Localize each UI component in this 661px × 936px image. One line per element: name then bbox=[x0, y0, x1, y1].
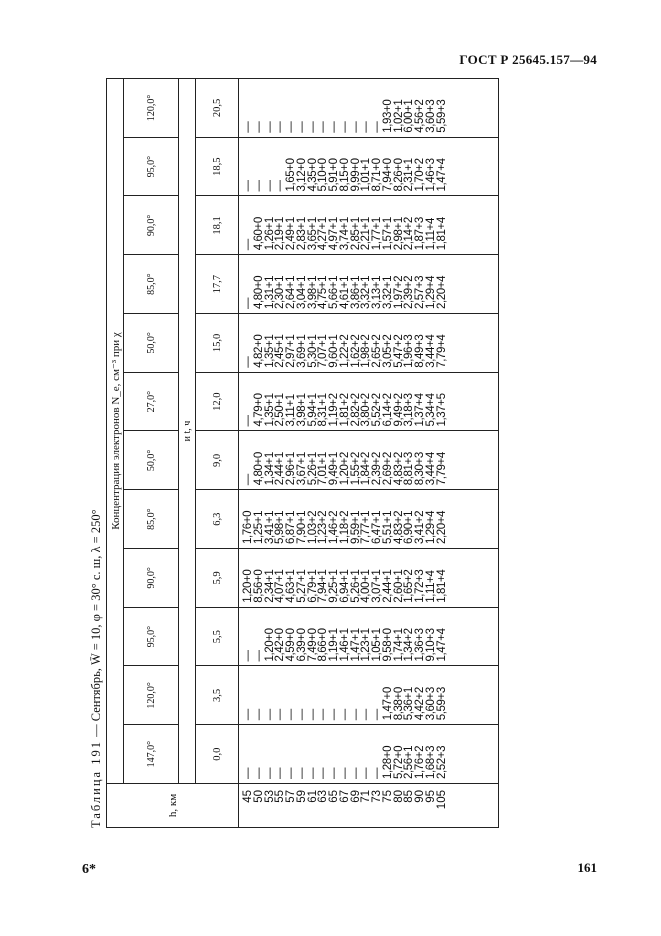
table-cell: 4,83+2 bbox=[392, 510, 405, 544]
height-value: 63 bbox=[317, 790, 330, 803]
table-cell: — bbox=[252, 767, 265, 779]
table-cell: 2,82+2 bbox=[349, 393, 362, 427]
table-cell: 4,56+2 bbox=[414, 99, 426, 133]
table-cell: 1,46+3 bbox=[424, 158, 437, 192]
table-cell: 4,82+0 bbox=[252, 334, 265, 368]
height-value: 59 bbox=[295, 790, 308, 803]
table-cell: — bbox=[263, 180, 276, 192]
table-cell: 2,20+4 bbox=[435, 275, 448, 309]
table-cell: — bbox=[252, 650, 265, 662]
chi-header: 120,0° bbox=[124, 666, 179, 725]
table-cell: 5,98+1 bbox=[274, 510, 287, 544]
table-cell: 4,42+2 bbox=[414, 687, 426, 721]
time-header: 15,0 bbox=[196, 314, 239, 373]
table-cell: 8,15+0 bbox=[338, 158, 351, 192]
time-header: 18,1 bbox=[196, 196, 239, 255]
table-cell: 8,81+3 bbox=[403, 452, 416, 486]
table-cell: 1,20+0 bbox=[242, 569, 254, 603]
table-cell: 6,94+1 bbox=[338, 569, 351, 603]
height-value: 61 bbox=[306, 790, 319, 803]
height-value: 57 bbox=[285, 790, 297, 803]
table-cell: 4,75+1 bbox=[317, 275, 330, 309]
table-cell: 2,30+1 bbox=[274, 275, 287, 309]
table-cell: 3,65+1 bbox=[306, 217, 319, 251]
table-cell: 2,49+1 bbox=[285, 217, 297, 251]
electron-concentration-table bbox=[106, 78, 499, 828]
table-cell: 5,59+3 bbox=[435, 687, 448, 721]
table-cell: 1,93+0 bbox=[381, 99, 394, 133]
height-value: 75 bbox=[381, 790, 394, 803]
table-cell: 2,96+1 bbox=[285, 452, 297, 486]
chi-header: 90,0° bbox=[124, 196, 179, 255]
table-cell: 3,60+3 bbox=[424, 99, 437, 133]
table-cell: 2,20+4 bbox=[435, 510, 448, 544]
table-cell: 1,01+1 bbox=[360, 158, 373, 192]
table-cell: 5,94+1 bbox=[306, 393, 319, 427]
h-header: h, км bbox=[107, 784, 239, 828]
height-value: 55 bbox=[274, 790, 287, 803]
table-cell: 1,55+2 bbox=[349, 452, 362, 486]
table-cell: — bbox=[338, 121, 351, 133]
table-cell: 7,77+1 bbox=[360, 510, 373, 544]
table-cell: 1,68+3 bbox=[424, 745, 437, 779]
table-cell: 7,94+1 bbox=[317, 569, 330, 603]
table-cell: 1,97+2 bbox=[392, 275, 405, 309]
table-cell: 1,72+3 bbox=[414, 569, 426, 603]
table-cell: 1,47+4 bbox=[435, 158, 448, 192]
height-value: 71 bbox=[360, 790, 373, 803]
table-cell: 2,21+1 bbox=[360, 217, 373, 251]
table-cell: 1,19+2 bbox=[328, 393, 340, 427]
table-cell: — bbox=[242, 297, 254, 309]
table-cell: 5,30+1 bbox=[306, 334, 319, 368]
table-cell: — bbox=[263, 121, 276, 133]
table-cell: 4,83+2 bbox=[392, 452, 405, 486]
table-cell: 1,65+0 bbox=[285, 158, 297, 192]
table-cell: 2,44+1 bbox=[274, 452, 287, 486]
table-cell: — bbox=[242, 415, 254, 427]
table-cell: 4,79+0 bbox=[252, 393, 265, 427]
table-cell: 1,47+0 bbox=[381, 687, 394, 721]
chi-row bbox=[124, 79, 179, 828]
table-cell: 1,22+2 bbox=[338, 334, 351, 368]
table-cell: 6,47+1 bbox=[371, 510, 383, 544]
table-cell: 2,83+1 bbox=[295, 217, 308, 251]
table-cell: 1,26+1 bbox=[263, 217, 276, 251]
table-cell: 3,98+1 bbox=[295, 393, 308, 427]
table-cell: 2,14+2 bbox=[403, 217, 416, 251]
table-cell: — bbox=[295, 121, 308, 133]
table-cell: 5,10+0 bbox=[317, 158, 330, 192]
table-cell: 3,32+1 bbox=[360, 275, 373, 309]
value-column bbox=[239, 666, 499, 725]
table-cell: — bbox=[317, 709, 330, 721]
table-cell: — bbox=[285, 767, 297, 779]
table-cell: 5,66+1 bbox=[328, 275, 340, 309]
height-value: 73 bbox=[371, 790, 383, 803]
height-value: 50 bbox=[252, 790, 265, 803]
chi-header: 27,0° bbox=[124, 372, 179, 431]
table-cell: 6,87+1 bbox=[285, 510, 297, 544]
value-column bbox=[239, 255, 499, 314]
caption-prefix: Таблица 191 bbox=[89, 740, 103, 828]
table-cell: — bbox=[328, 121, 340, 133]
time-group-header: и t, ч bbox=[179, 79, 196, 784]
table-cell: 4,35+0 bbox=[306, 158, 319, 192]
chi-header: 95,0° bbox=[124, 137, 179, 196]
height-value: 69 bbox=[349, 790, 362, 803]
table-cell: 8,26+0 bbox=[392, 158, 405, 192]
table-cell: — bbox=[274, 767, 287, 779]
table-cell: 3,18+3 bbox=[403, 393, 416, 427]
table-cell: — bbox=[252, 121, 265, 133]
value-column bbox=[239, 79, 499, 138]
table-cell: 5,51+1 bbox=[381, 510, 394, 544]
table-cell: 4,07+1 bbox=[274, 569, 287, 603]
value-column bbox=[239, 372, 499, 431]
table-cell: 1,76+0 bbox=[242, 510, 254, 544]
table-cell: 1,47+4 bbox=[435, 628, 448, 662]
table-cell: 1,19+1 bbox=[328, 628, 340, 662]
time-header: 5,5 bbox=[196, 607, 239, 666]
table-cell: — bbox=[285, 709, 297, 721]
table-cell: 1,74+1 bbox=[392, 628, 405, 662]
table-cell: 1,81+2 bbox=[338, 393, 351, 427]
table-cell: 1,62+2 bbox=[349, 334, 362, 368]
chi-header: 147,0° bbox=[124, 725, 179, 784]
table-cell: — bbox=[295, 767, 308, 779]
table-cell: 2,69+2 bbox=[381, 452, 394, 486]
time-header: 0,0 bbox=[196, 725, 239, 784]
table-cell: — bbox=[263, 709, 276, 721]
table-cell: 2,56+1 bbox=[403, 745, 416, 779]
table-cell: 1,11+4 bbox=[424, 218, 437, 251]
table-cell: 1,34+1 bbox=[263, 452, 276, 486]
table-cell: 5,72+0 bbox=[392, 745, 405, 779]
value-column bbox=[239, 196, 499, 255]
table-cell: 2,31+1 bbox=[403, 158, 416, 192]
height-value: 90 bbox=[414, 790, 426, 803]
table-cell: 3,32+1 bbox=[381, 275, 394, 309]
table-cell: 3,04+1 bbox=[295, 275, 308, 309]
table-cell: 4,80+0 bbox=[252, 275, 265, 309]
table-cell: 1,29+4 bbox=[424, 275, 437, 309]
table-cell: — bbox=[317, 121, 330, 133]
page-number: 161 bbox=[577, 860, 597, 875]
height-value: 80 bbox=[392, 790, 405, 803]
table-cell: 1,18+2 bbox=[338, 510, 351, 544]
table-cell: 1,31+1 bbox=[263, 275, 276, 309]
table-cell: 1,23+1 bbox=[360, 628, 373, 662]
table-cell: 9,58+0 bbox=[381, 628, 394, 662]
concentration-header: Концентрация электронов N_e, см⁻³ при χ bbox=[107, 79, 124, 784]
table-cell: 1,29+4 bbox=[424, 510, 437, 544]
table-cell: 1,28+0 bbox=[381, 745, 394, 779]
table-cell: 7,79+4 bbox=[435, 334, 448, 368]
table-cell: — bbox=[242, 650, 254, 662]
height-value: 95 bbox=[424, 790, 437, 803]
chi-header: 50,0° bbox=[124, 431, 179, 490]
time-header: 20,5 bbox=[196, 79, 239, 138]
table-cell: 3,44+4 bbox=[424, 334, 437, 368]
table-cell: 3,44+4 bbox=[424, 452, 437, 486]
table-cell: 1,98+2 bbox=[360, 334, 373, 368]
table-cell: — bbox=[360, 767, 373, 779]
table-cell: — bbox=[274, 121, 287, 133]
table-cell: 5,59+3 bbox=[435, 99, 448, 133]
table-cell: 1,65+2 bbox=[403, 569, 416, 603]
height-value: 53 bbox=[263, 790, 276, 803]
table-cell: 1,57+1 bbox=[381, 217, 394, 251]
table-cell: 4,59+0 bbox=[285, 628, 297, 662]
value-column bbox=[239, 314, 499, 373]
table-cell: 5,26+1 bbox=[306, 452, 319, 486]
value-column bbox=[239, 137, 499, 196]
table-cell: 9,25+1 bbox=[328, 569, 340, 603]
table-cell: — bbox=[371, 767, 383, 779]
table-caption bbox=[86, 78, 106, 828]
table-cell: 9,59+1 bbox=[349, 510, 362, 544]
table-cell: — bbox=[274, 180, 287, 192]
chi-header: 90,0° bbox=[124, 549, 179, 608]
table-cell: 2,97+1 bbox=[285, 334, 297, 368]
table-cell: 3,12+0 bbox=[295, 158, 308, 192]
table-cell: 5,26+1 bbox=[349, 569, 362, 603]
table-cell: 3,13+1 bbox=[371, 275, 383, 309]
table-cell: 9,49+2 bbox=[392, 393, 405, 427]
table-cell: 1,03+2 bbox=[306, 510, 319, 544]
table-cell: 2,39+2 bbox=[403, 275, 416, 309]
table-cell: 3,05+2 bbox=[381, 334, 394, 368]
height-value: 67 bbox=[338, 790, 351, 803]
sheet-mark: 6* bbox=[82, 862, 96, 877]
table-cell: 4,61+1 bbox=[338, 275, 351, 309]
chi-header: 95,0° bbox=[124, 607, 179, 666]
table-cell: 8,30+3 bbox=[414, 452, 426, 486]
table-cell: 6,79+1 bbox=[306, 569, 319, 603]
table-cell: 4,60+0 bbox=[252, 217, 265, 251]
table-cell: 1,35+1 bbox=[263, 334, 276, 368]
value-column bbox=[239, 490, 499, 549]
table-cell: 2,57+3 bbox=[414, 275, 426, 309]
table-cell: 7,07+1 bbox=[317, 334, 330, 368]
table-cell: 8,56+0 bbox=[252, 569, 265, 603]
time-header: 9,0 bbox=[196, 431, 239, 490]
table-cell: — bbox=[242, 767, 254, 779]
height-value: 45 bbox=[242, 790, 254, 803]
value-column bbox=[239, 549, 499, 608]
table-cell: — bbox=[349, 709, 362, 721]
value-column bbox=[239, 607, 499, 666]
table-cell: 3,74+1 bbox=[338, 217, 351, 251]
table-body bbox=[239, 79, 499, 828]
table-cell: 6,00+1 bbox=[403, 99, 416, 133]
standard-code: ГОСТ Р 25645.157—94 bbox=[459, 52, 597, 67]
table-cell: 3,07+1 bbox=[371, 569, 383, 603]
table-cell: 7,01+1 bbox=[317, 452, 330, 486]
table-cell: 1,36+3 bbox=[414, 628, 426, 662]
table-cell: 1,76+2 bbox=[414, 745, 426, 779]
table-cell: 1,20+2 bbox=[338, 452, 351, 486]
table-cell: 2,39+2 bbox=[371, 452, 383, 486]
time-row bbox=[196, 79, 239, 828]
table-cell: — bbox=[349, 767, 362, 779]
table-cell: 1,87+3 bbox=[414, 217, 426, 251]
table-cell: — bbox=[371, 121, 383, 133]
table-cell: 1,46+1 bbox=[338, 628, 351, 662]
time-header: 6,3 bbox=[196, 490, 239, 549]
table-cell: 4,80+0 bbox=[252, 452, 265, 486]
table-cell: 1,81+4 bbox=[435, 217, 448, 251]
height-value: 65 bbox=[328, 790, 340, 803]
table-cell: — bbox=[295, 709, 308, 721]
table-cell: 6,39+0 bbox=[295, 628, 308, 662]
table-cell: 1,11+4 bbox=[424, 570, 437, 603]
table-cell: 1,70+2 bbox=[414, 158, 426, 192]
table-cell: 5,36+1 bbox=[403, 687, 416, 721]
table-cell: 8,31+1 bbox=[317, 393, 330, 427]
table-cell: 1,35+1 bbox=[263, 393, 276, 427]
table-cell: — bbox=[338, 709, 351, 721]
chi-header: 85,0° bbox=[124, 490, 179, 549]
table-cell: — bbox=[360, 709, 373, 721]
table-cell: 3,41+2 bbox=[414, 510, 426, 544]
table-cell: 3,67+1 bbox=[295, 452, 308, 486]
table-cell: 7,90+1 bbox=[295, 510, 308, 544]
table-cell: 8,49+3 bbox=[414, 334, 426, 368]
table-cell: 5,34+4 bbox=[424, 393, 437, 427]
table-cell: 1,47+1 bbox=[349, 628, 362, 662]
table-cell: 9,99+0 bbox=[349, 158, 362, 192]
table-cell: 2,45+1 bbox=[274, 334, 287, 368]
table-cell: 1,23+2 bbox=[317, 510, 330, 544]
table-cell: 2,64+1 bbox=[285, 275, 297, 309]
table-cell: 3,69+1 bbox=[295, 334, 308, 368]
value-column bbox=[239, 431, 499, 490]
table-cell: 4,63+1 bbox=[285, 569, 297, 603]
table-cell: 3,80+2 bbox=[360, 393, 373, 427]
rotated-table-block bbox=[86, 78, 514, 828]
table-cell: — bbox=[252, 180, 265, 192]
table-cell: 9,49+1 bbox=[328, 452, 340, 486]
chi-header: 85,0° bbox=[124, 255, 179, 314]
table-cell: 2,50+1 bbox=[274, 393, 287, 427]
table-cell: 8,38+0 bbox=[392, 687, 405, 721]
table-cell: 7,79+4 bbox=[435, 452, 448, 486]
table-cell: — bbox=[328, 709, 340, 721]
table-cell: 1,46+2 bbox=[328, 510, 340, 544]
table-cell: 2,52+3 bbox=[435, 745, 448, 779]
table-cell: — bbox=[242, 474, 254, 486]
table-cell: 9,60+1 bbox=[328, 334, 340, 368]
table-cell: 5,52+2 bbox=[371, 393, 383, 427]
table-cell: — bbox=[306, 767, 319, 779]
value-column bbox=[239, 725, 499, 784]
caption-rest: — Сентябрь, W̄ = 10, φ = 30° с. ш, λ = 250° bbox=[89, 509, 103, 741]
table-cell: — bbox=[285, 121, 297, 133]
table-cell: — bbox=[242, 709, 254, 721]
table-cell: 9,10+3 bbox=[424, 628, 437, 662]
height-value: 85 bbox=[403, 790, 416, 803]
height-value: 105 bbox=[435, 790, 448, 810]
time-header: 3,5 bbox=[196, 666, 239, 725]
table-cell: 3,11+1 bbox=[285, 394, 297, 427]
table-cell: 6,90+1 bbox=[403, 510, 416, 544]
table-cell: 1,05+1 bbox=[371, 628, 383, 662]
table-cell: — bbox=[263, 767, 276, 779]
table-cell: 7,49+0 bbox=[306, 628, 319, 662]
table-cell: 1,37+4 bbox=[414, 393, 426, 427]
table-cell: 5,27+1 bbox=[295, 569, 308, 603]
table-cell: — bbox=[242, 121, 254, 133]
table-cell: 4,97+1 bbox=[328, 217, 340, 251]
table-cell: 5,47+2 bbox=[392, 334, 405, 368]
table-cell: 1,02+1 bbox=[392, 99, 405, 133]
table-cell: 1,84+2 bbox=[360, 452, 373, 486]
table-cell: 3,86+1 bbox=[349, 275, 362, 309]
table-cell: 7,94+0 bbox=[381, 158, 394, 192]
table-cell: — bbox=[306, 709, 319, 721]
table-cell: 1,81+4 bbox=[435, 569, 448, 603]
table-cell: 8,71+0 bbox=[371, 158, 383, 192]
table-cell: 2,42+0 bbox=[274, 628, 287, 662]
table-cell: — bbox=[360, 121, 373, 133]
table-cell: — bbox=[338, 767, 351, 779]
table-cell: 1,20+0 bbox=[263, 628, 276, 662]
table-cell: 2,34+1 bbox=[263, 569, 276, 603]
table-cell: — bbox=[317, 767, 330, 779]
table-cell: 3,41+1 bbox=[263, 510, 276, 544]
time-header: 18,5 bbox=[196, 137, 239, 196]
table-cell: 8,66+0 bbox=[317, 628, 330, 662]
table-cell: 2,44+1 bbox=[381, 569, 394, 603]
table-cell: 4,00+1 bbox=[360, 569, 373, 603]
table-cell: 2,98+1 bbox=[392, 217, 405, 251]
table-cell: — bbox=[252, 709, 265, 721]
time-header: 17,7 bbox=[196, 255, 239, 314]
table-cell: 2,19+1 bbox=[274, 217, 287, 251]
table-cell: 1,96+3 bbox=[403, 334, 416, 368]
table-cell: 6,14+2 bbox=[381, 393, 394, 427]
table-cell: 1,25+1 bbox=[252, 510, 265, 544]
time-header: 12,0 bbox=[196, 372, 239, 431]
table-cell: — bbox=[242, 239, 254, 251]
table-cell: — bbox=[328, 767, 340, 779]
table-cell: 2,65+2 bbox=[371, 334, 383, 368]
time-header: 5,9 bbox=[196, 549, 239, 608]
table-cell: 4,27+1 bbox=[317, 217, 330, 251]
chi-header: 50,0° bbox=[124, 314, 179, 373]
table-cell: — bbox=[274, 709, 287, 721]
table-cell: — bbox=[306, 121, 319, 133]
table-cell: 3,60+3 bbox=[424, 687, 437, 721]
table-cell: — bbox=[242, 180, 254, 192]
table-cell: — bbox=[371, 709, 383, 721]
table-cell: — bbox=[242, 356, 254, 368]
table-cell: 2,85+1 bbox=[349, 217, 362, 251]
table-cell: 1,37+5 bbox=[435, 393, 448, 427]
chi-header: 120,0° bbox=[124, 79, 179, 138]
height-column bbox=[239, 784, 499, 828]
table-cell: — bbox=[349, 121, 362, 133]
table-cell: 2,60+1 bbox=[392, 569, 405, 603]
table-cell: 5,91+0 bbox=[328, 158, 340, 192]
table-cell: 1,77+1 bbox=[371, 217, 383, 251]
table-cell: 1,34+2 bbox=[403, 628, 416, 662]
table-cell: 3,98+1 bbox=[306, 275, 319, 309]
